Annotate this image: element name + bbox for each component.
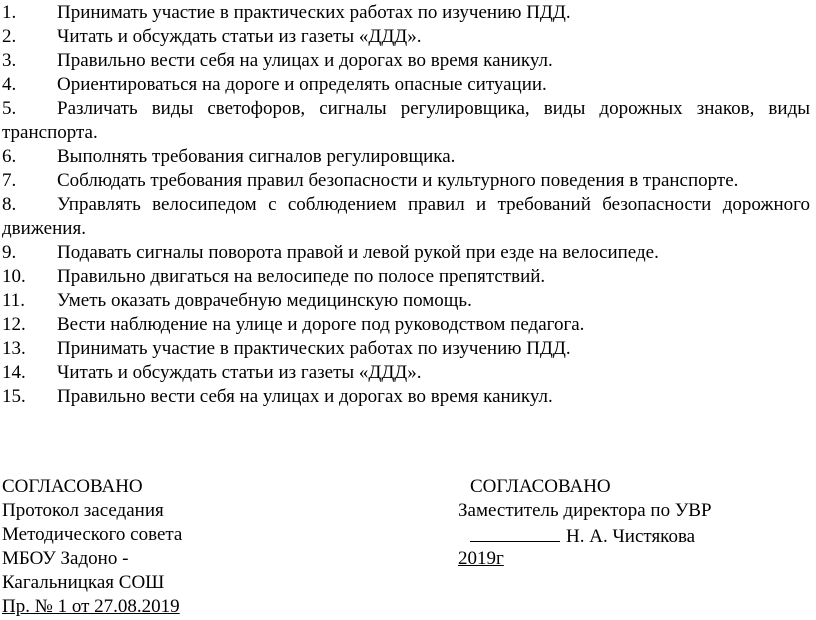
list-item bbox=[2, 1, 810, 25]
list-item bbox=[2, 73, 810, 97]
item-number: 1. bbox=[2, 2, 17, 23]
item-number: 5. bbox=[2, 98, 17, 119]
signature-blank bbox=[470, 523, 560, 542]
approval-left-heading: СОГЛАСОВАНО bbox=[2, 476, 143, 497]
item-text: Правильно двигаться на велосипеде по полосе препятствий. bbox=[57, 266, 546, 287]
item-text: Правильно вести себя на улицах и дорогах во время каникул. bbox=[57, 386, 553, 407]
approval-left-column bbox=[2, 475, 422, 619]
list-item bbox=[2, 361, 810, 385]
item-text: Правильно вести себя на улицах и дорогах во время каникул. bbox=[57, 50, 553, 71]
council-line: Методического совета bbox=[2, 524, 183, 545]
requirements-list bbox=[2, 1, 810, 409]
list-item bbox=[2, 337, 810, 361]
list-item bbox=[2, 145, 810, 169]
item-number: 15. bbox=[2, 386, 26, 407]
item-text: Ориентироваться на дороге и определять опасные ситуации. bbox=[57, 74, 547, 95]
approval-block bbox=[2, 475, 812, 620]
list-item bbox=[2, 169, 810, 193]
item-number: 7. bbox=[2, 170, 17, 191]
approval-right-column bbox=[458, 475, 808, 571]
item-number: 3. bbox=[2, 50, 17, 71]
deputy-director-line: Заместитель директора по УВР bbox=[458, 500, 712, 521]
signature-line bbox=[458, 523, 808, 547]
item-text: Уметь оказать доврачебную медицинскую помощь. bbox=[57, 290, 472, 311]
item-number: 14. bbox=[2, 362, 26, 383]
list-item bbox=[2, 265, 810, 289]
item-number: 12. bbox=[2, 314, 26, 335]
item-number: 4. bbox=[2, 74, 17, 95]
list-item bbox=[2, 241, 810, 265]
item-number: 6. bbox=[2, 146, 17, 167]
list-item bbox=[2, 385, 810, 409]
school-line-2: Кагальницкая СОШ bbox=[2, 572, 165, 593]
item-text: Различать виды светофоров, сигналы регулировщика, виды дорожных знаков, виды транспорта. bbox=[2, 98, 810, 143]
item-number: 8. bbox=[2, 194, 17, 215]
item-text: Выполнять требования сигналов регулировщика. bbox=[57, 146, 456, 167]
item-text: Соблюдать требования правил безопасности и культурного поведения в транспорте. bbox=[57, 170, 739, 191]
protocol-line: Протокол заседания bbox=[2, 500, 164, 521]
item-number: 2. bbox=[2, 26, 17, 47]
item-number: 9. bbox=[2, 242, 17, 263]
list-item bbox=[2, 313, 810, 337]
item-text: Читать и обсуждать статьи из газеты «ДДД». bbox=[57, 26, 422, 47]
approval-year: 2019г bbox=[458, 548, 504, 569]
signer-name: Н. А. Чистякова bbox=[566, 526, 696, 547]
list-item bbox=[2, 289, 810, 313]
item-text: Принимать участие в практических работах по изучению ПДД. bbox=[57, 338, 571, 359]
list-item bbox=[2, 193, 810, 241]
item-text: Управлять велосипедом с соблюдением правил и требований безопасности дорожного движения. bbox=[2, 194, 810, 239]
school-line-1: МБОУ Задоно - bbox=[2, 548, 129, 569]
protocol-number: Пр. № 1 от 27.08.2019 bbox=[2, 596, 180, 617]
item-text: Подавать сигналы поворота правой и левой рукой при езде на велосипеде. bbox=[57, 242, 659, 263]
item-text: Вести наблюдение на улице и дороге под руководством педагога. bbox=[57, 314, 585, 335]
approval-right-heading: СОГЛАСОВАНО bbox=[470, 476, 611, 497]
item-number: 10. bbox=[2, 266, 26, 287]
item-number: 13. bbox=[2, 338, 26, 359]
list-item bbox=[2, 25, 810, 49]
item-text: Читать и обсуждать статьи из газеты «ДДД». bbox=[57, 362, 422, 383]
list-item bbox=[2, 49, 810, 73]
list-item bbox=[2, 97, 810, 145]
item-text: Принимать участие в практических работах по изучению ПДД. bbox=[57, 2, 571, 23]
item-number: 11. bbox=[2, 290, 26, 311]
